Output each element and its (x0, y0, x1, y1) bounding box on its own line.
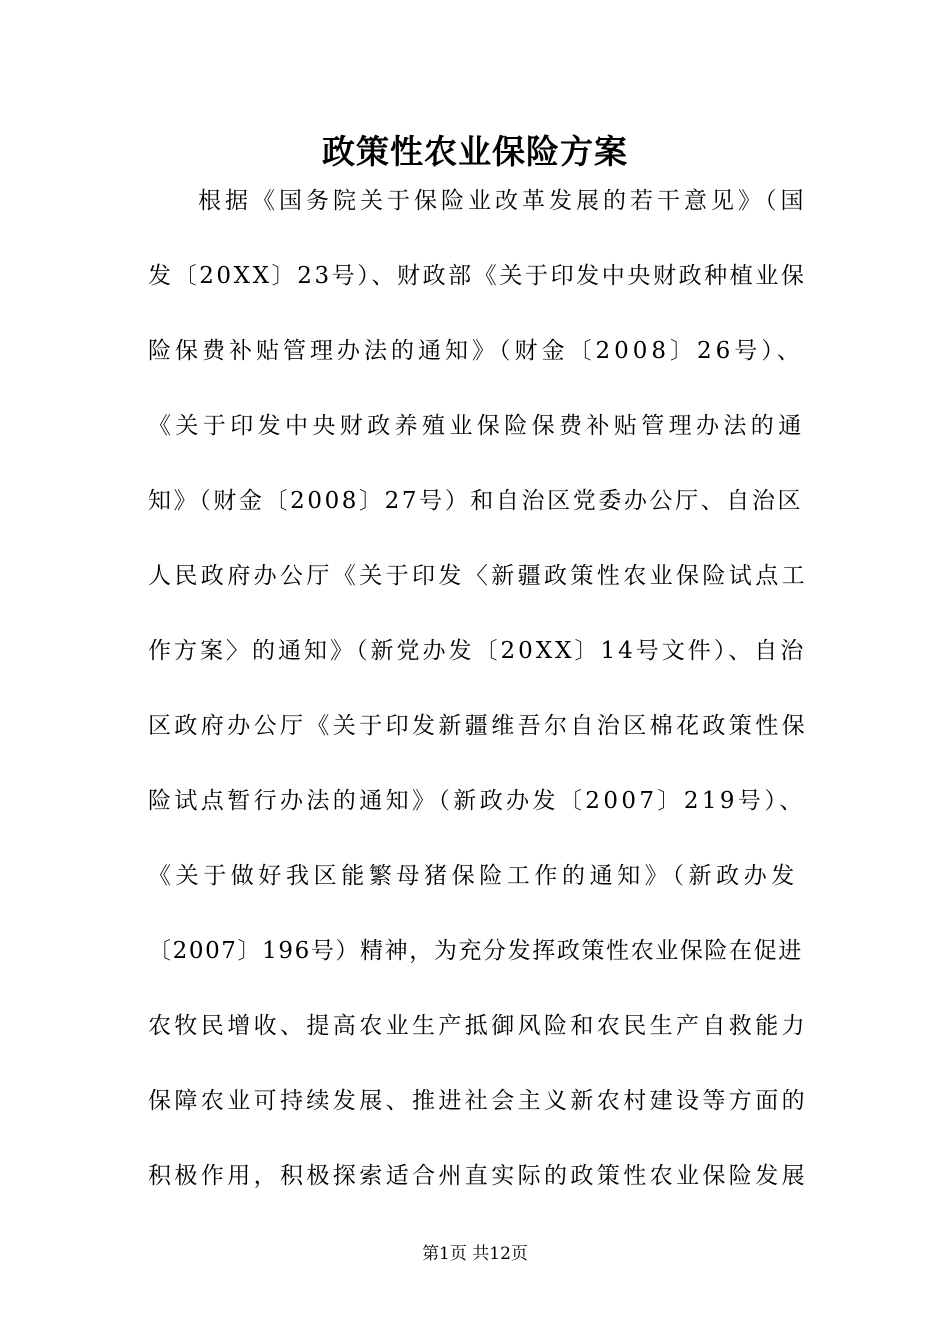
body-line: 知》（财金〔2008〕27号）和自治区党委办公厅、自治区 (148, 488, 804, 514)
document-title: 政策性农业保险方案 (322, 132, 628, 171)
body-line: 〔2007〕196号）精神，为充分发挥政策性农业保险在促进 (148, 938, 803, 964)
body-line: 险试点暂行办法的通知》（新政办发〔2007〕219号）、 (148, 788, 806, 814)
body-line: 险保费补贴管理办法的通知》（财金〔2008〕26号）、 (148, 338, 804, 364)
body-line: 积极作用，积极探索适合州直实际的政策性农业保险发展 (148, 1163, 808, 1189)
body-line: 《关于印发中央财政养殖业保险保费补贴管理办法的通 (148, 413, 806, 439)
body-line: 根据《国务院关于保险业改革发展的若干意见》（国 (198, 188, 808, 214)
body-line: 《关于做好我区能繁母猪保险工作的通知》（新政办发 (148, 863, 799, 889)
page-number-footer: 第1页 共12页 (422, 1244, 528, 1264)
document-body (148, 178, 808, 1228)
body-line: 农牧民增收、提高农业生产抵御风险和农民生产自救能力 (148, 1013, 808, 1039)
body-line: 保障农业可持续发展、推进社会主义新农村建设等方面的 (148, 1088, 808, 1114)
body-line: 区政府办公厅《关于印发新疆维吾尔自治区棉花政策性保 (148, 713, 808, 739)
body-line: 人民政府办公厅《关于印发〈新疆政策性农业保险试点工 (148, 563, 808, 589)
body-line: 作方案〉的通知》（新党办发〔20XX〕14号文件）、自治 (148, 638, 807, 664)
body-line: 发〔20XX〕23号）、财政部《关于印发中央财政种植业保 (148, 263, 807, 289)
